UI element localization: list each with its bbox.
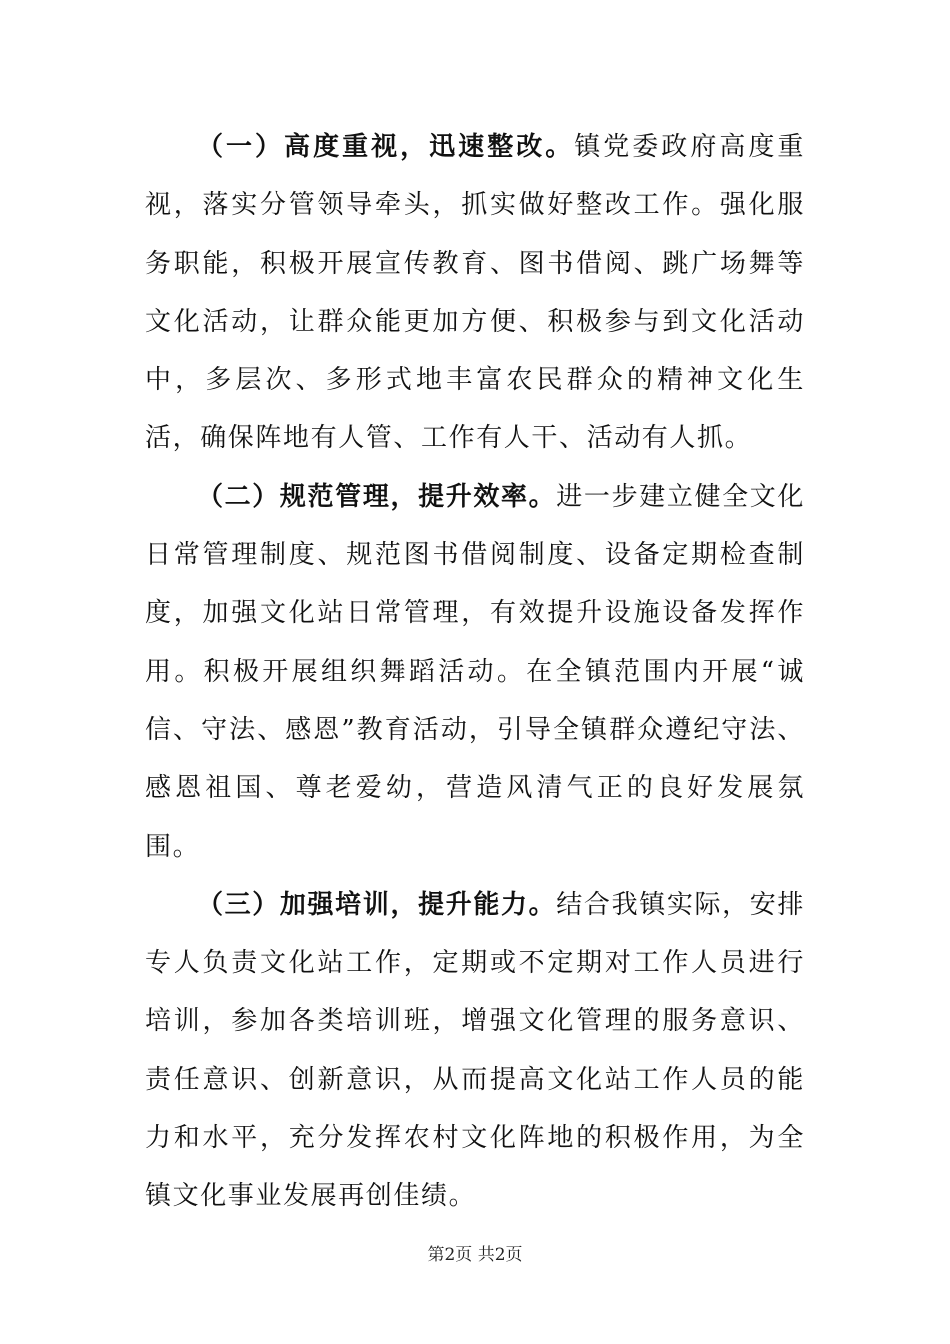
- paragraph-3-heading: （三）加强培训，提升能力。: [197, 889, 557, 920]
- paragraph-2-text: 进一步建立健全文化日常管理制度、规范图书借阅制度、设备定期检查制度，加强文化站日常管理，有效提升设施设备发挥作用。积极开展组织舞蹈活动。在全镇范围内开展“诚信、守法、感恩”教育活动，引导全镇群众遵纪守法、感恩祖国、尊老爱幼，营造风清气正的良好发展氛围。: [145, 481, 805, 862]
- paragraph-3-text: 结合我镇实际，安排专人负责文化站工作，定期或不定期对工作人员进行培训，参加各类培训班，增强文化管理的服务意识、责任意识、创新意识，从而提高文化站工作人员的能力和水平，充分发挥农村文化阵地的积极作用，为全镇文化事业发展再创佳绩。: [145, 889, 805, 1212]
- paragraph-3: [145, 876, 805, 1226]
- document-body: [145, 118, 805, 1226]
- paragraph-1-text: 镇党委政府高度重视，落实分管领导牵头，抓实做好整改工作。强化服务职能，积极开展宣传教育、图书借阅、跳广场舞等文化活动，让群众能更加方便、积极参与到文化活动中，多层次、多形式地丰富农民群众的精神文化生活，确保阵地有人管、工作有人干、活动有人抓。: [145, 132, 805, 454]
- paragraph-2-heading: （二）规范管理，提升效率。: [197, 481, 557, 512]
- paragraph-1-heading: （一）高度重视，迅速整改。: [197, 132, 575, 162]
- paragraph-1: [145, 118, 805, 468]
- paragraph-2: [145, 468, 805, 876]
- page-number-footer: 第2页 共2页: [427, 1245, 523, 1265]
